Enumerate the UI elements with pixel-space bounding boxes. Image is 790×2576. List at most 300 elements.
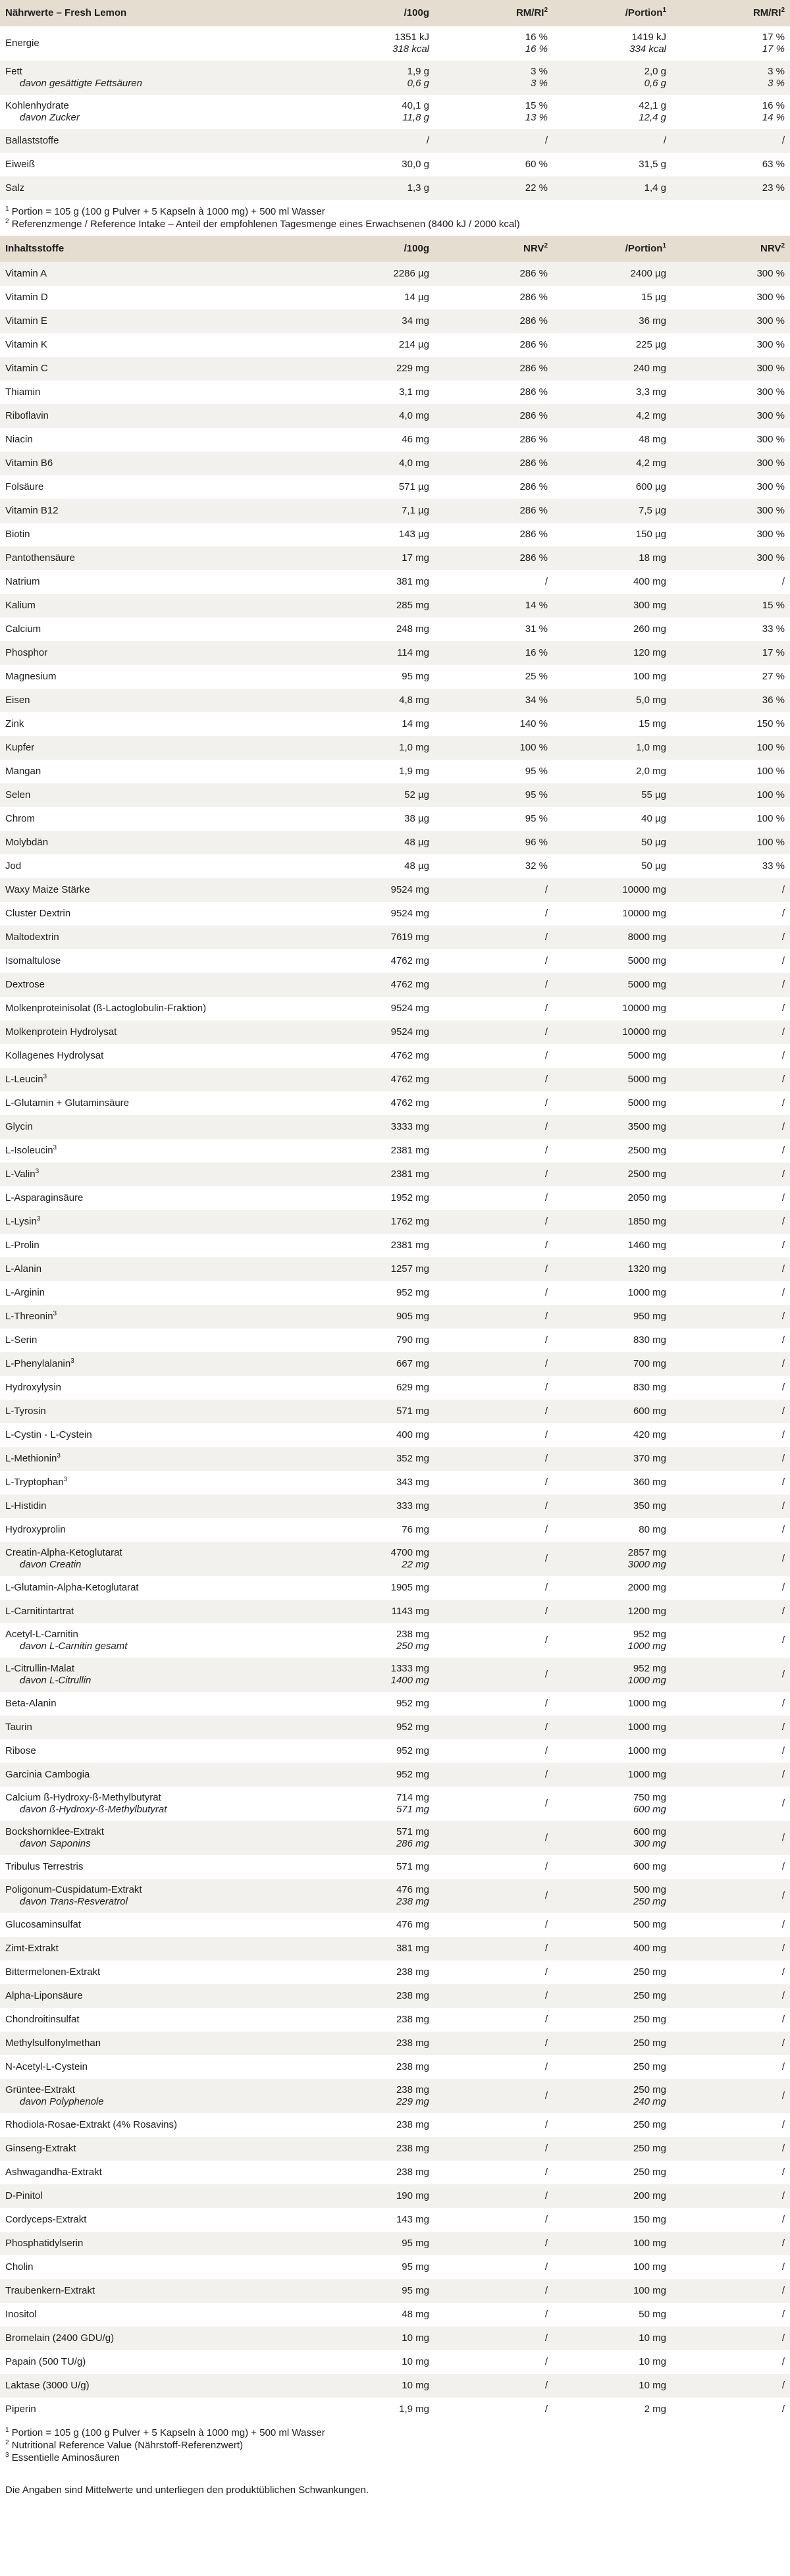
nrv-per-portion-main: /	[781, 932, 785, 943]
ingredient-label	[5, 695, 288, 706]
value-per100	[294, 2374, 434, 2398]
nrv-per-portion	[672, 1281, 790, 1305]
nrv-per-portion	[672, 760, 790, 783]
nrv-per-portion	[672, 1257, 790, 1281]
value-per100-main: 238 mg	[396, 2061, 429, 2072]
nutrient-name	[0, 26, 294, 61]
nrv-per-portion-main: /	[781, 1919, 785, 1930]
ingredient-name	[0, 333, 294, 357]
value-per100	[294, 1257, 434, 1281]
value-per100	[294, 1763, 434, 1787]
nrv-per100-main: /	[544, 1121, 548, 1132]
ingredient-row	[0, 689, 790, 712]
nrv-per100-main: /	[544, 1406, 548, 1417]
ingredient-label-text: L-Threonin	[5, 1311, 53, 1322]
nrv-per100	[434, 1623, 553, 1658]
value-per-portion	[553, 2137, 672, 2161]
value-per100-main: 476 mg	[396, 1884, 429, 1895]
nrv-per100	[434, 594, 553, 618]
value-per100	[294, 1044, 434, 1068]
ingredient-row	[0, 1960, 790, 1984]
nrv-per100	[434, 286, 553, 309]
nrv-per100	[434, 949, 553, 973]
value-per-portion-main: 420 mg	[633, 1429, 666, 1440]
ingredient-row	[0, 641, 790, 665]
nrv-per100-main: /	[544, 1524, 548, 1535]
value-per100	[294, 176, 434, 200]
ingredient-label	[5, 1382, 288, 1394]
ingredient-name	[0, 309, 294, 333]
footnote-marker: 1	[5, 205, 9, 213]
nrv-per-portion-main: 27 %	[762, 671, 785, 682]
nrv-per100-main: /	[544, 1635, 548, 1646]
ingredient-row	[0, 1139, 790, 1163]
nrv-per-portion-main: 300 %	[756, 505, 785, 516]
ingredient-label-text: Niacin	[5, 434, 33, 445]
value-per100-main: 4762 mg	[390, 1074, 429, 1085]
ingredient-label	[5, 1919, 288, 1931]
ingredient-sublabel: davon Saponins	[20, 1838, 91, 1849]
nrv-per100	[434, 1692, 553, 1716]
nrv-per-portion-main: /	[781, 1890, 785, 1901]
value-per-portion	[553, 665, 672, 689]
ingredient-row	[0, 1542, 790, 1576]
ingredient-label	[5, 1311, 288, 1323]
nrv-per100-main: /	[544, 908, 548, 919]
ingredient-label-text: L-Arginin	[5, 1287, 45, 1298]
ingredient-row	[0, 1376, 790, 1400]
value-per100-main: 7,1 µg	[401, 505, 429, 516]
value-per-portion-main: 1000 mg	[627, 1698, 666, 1709]
nrv-per-portion-main: 300 %	[756, 315, 785, 327]
nutrient-label: Fett	[5, 66, 22, 77]
nrv-per-portion	[672, 618, 790, 641]
nrv-per-portion	[672, 1186, 790, 1210]
nrv-per100-main: /	[544, 2190, 548, 2201]
footnote-text: Essentielle Aminosäuren	[11, 2452, 120, 2463]
value-per-portion-main: 250 mg	[633, 2084, 666, 2095]
nrv-per-portion-main: /	[781, 2332, 785, 2344]
ingredient-row	[0, 546, 790, 570]
value-per100	[294, 546, 434, 570]
value-per-portion	[553, 2398, 672, 2421]
value-per-portion	[553, 1984, 672, 2008]
nutrient-label: Energie	[5, 38, 40, 49]
value-per-portion-main: 250 mg	[633, 2143, 666, 2154]
nrv-per100-main: /	[544, 1263, 548, 1275]
value-per-portion-main: 80 mg	[639, 1524, 666, 1535]
nrv-per-portion	[672, 1692, 790, 1716]
value-per100-main: 1,9 g	[407, 66, 429, 77]
ingredients-table	[0, 236, 790, 2421]
nrv-per-portion	[672, 2255, 790, 2279]
value-per100-main: 714 mg	[396, 1792, 429, 1803]
nrv-per100-main: /	[544, 2119, 548, 2130]
value-per100	[294, 381, 434, 404]
value-per100-sub: 1400 mg	[390, 1675, 429, 1686]
nrv-per-portion-main: /	[781, 2285, 785, 2296]
nrv-per-portion	[672, 2008, 790, 2032]
value-per-portion-main: 1000 mg	[627, 1769, 666, 1780]
ingredient-row	[0, 262, 790, 286]
rm-percent-per-portion-sub: 3 %	[768, 78, 785, 89]
rm-percent-per-portion-main: 17 %	[762, 32, 785, 43]
ingredient-row	[0, 1855, 790, 1879]
value-per100-main: 4700 mg	[390, 1547, 429, 1558]
nrv-per100-main: /	[544, 955, 548, 966]
ingredient-label	[5, 1966, 288, 1978]
value-per-portion-main: 50 µg	[641, 860, 666, 872]
value-per-portion	[553, 2374, 672, 2398]
ingredient-row	[0, 404, 790, 428]
nrv-per-portion-main: 300 %	[756, 386, 785, 398]
nrv-per100	[434, 1937, 553, 1960]
ingredient-label	[5, 339, 288, 351]
ingredient-name	[0, 1352, 294, 1376]
value-per100	[294, 2208, 434, 2232]
nrv-per100-main: /	[544, 2037, 548, 2049]
ingredient-label-text: L-Methionin	[5, 1453, 57, 1464]
ingredient-label-text: Vitamin B6	[5, 458, 53, 469]
ingredient-row	[0, 878, 790, 902]
value-per100-main: 381 mg	[396, 576, 429, 587]
ingredient-label-text: Molkenprotein Hydrolysat	[5, 1026, 117, 1038]
value-per-portion	[553, 807, 672, 831]
nrv-per-portion	[672, 452, 790, 475]
ingredient-row	[0, 1305, 790, 1328]
value-per100	[294, 831, 434, 854]
value-per-portion	[553, 2208, 672, 2232]
value-per-portion	[553, 2055, 672, 2079]
value-per-portion-main: 250 mg	[633, 2167, 666, 2178]
ingredient-sublabel: davon Trans-Resveratrol	[20, 1896, 128, 1907]
nrv-per100-main: /	[544, 1669, 548, 1680]
ingredient-label	[5, 2356, 288, 2368]
nrv-per100-main: /	[544, 1698, 548, 1709]
ingredient-label	[5, 1121, 288, 1133]
value-per-portion-main: 500 mg	[633, 1919, 666, 1930]
ingredient-label	[5, 1792, 288, 1804]
value-per-portion-main: 400 mg	[633, 1943, 666, 1954]
footnote	[5, 218, 785, 230]
ingredient-name	[0, 1623, 294, 1658]
value-per100-main: 1,0 mg	[399, 742, 429, 753]
ingredient-label-text: Alpha-Liponsäure	[5, 1990, 83, 2001]
value-per-portion-main: 2857 mg	[627, 1547, 666, 1558]
nrv-per-portion	[672, 783, 790, 807]
value-per-portion	[553, 546, 672, 570]
value-per-portion-main: 10 mg	[639, 2380, 666, 2391]
nrv-per100-main: /	[544, 1382, 548, 1393]
nrv-per-portion	[672, 1739, 790, 1763]
nrv-per100	[434, 2279, 553, 2303]
nrv-per-portion	[672, 2161, 790, 2184]
ingredient-name	[0, 357, 294, 381]
nrv-per100-main: /	[544, 1477, 548, 1488]
ingredient-label	[5, 1500, 288, 1512]
value-per-portion-main: 370 mg	[633, 1453, 666, 1464]
value-per-portion-main: 48 mg	[639, 434, 666, 445]
ingredient-name	[0, 286, 294, 309]
value-per-portion-main: 40 µg	[641, 813, 666, 824]
header-per100: /100g	[294, 0, 434, 26]
nrv-per-portion	[672, 2279, 790, 2303]
ingredient-label	[5, 2332, 288, 2344]
ingredient-name	[0, 2398, 294, 2421]
value-per-portion-main: 10000 mg	[622, 908, 666, 919]
ingredient-label	[5, 1629, 288, 1641]
nrv-per-portion	[672, 2079, 790, 2113]
value-per100	[294, 1352, 434, 1376]
ingredient-row	[0, 2255, 790, 2279]
ingredient-row	[0, 1234, 790, 1257]
ingredient-label	[5, 458, 288, 469]
ingredient-footnote-marker: 3	[43, 1073, 47, 1080]
rm-percent-per-portion	[672, 153, 790, 176]
nrv-per100-main: 25 %	[525, 671, 548, 682]
value-per-portion-main: 100 mg	[633, 2285, 666, 2296]
nrv-per-portion-main: /	[781, 884, 785, 895]
ingredient-label	[5, 1861, 288, 1873]
value-per-portion-main: 952 mg	[633, 1629, 666, 1640]
nutrition-footnotes	[0, 200, 790, 236]
ingredient-row	[0, 1257, 790, 1281]
ingredient-label-text: Rhodiola-Rosae-Extrakt (4% Rosavins)	[5, 2119, 177, 2130]
nrv-per100-main: /	[544, 2061, 548, 2072]
nrv-per100	[434, 1879, 553, 1913]
value-per100-main: 790 mg	[396, 1334, 429, 1346]
nrv-per100-main: 100 %	[519, 742, 548, 753]
nrv-per100-main: /	[544, 884, 548, 895]
ingredient-label-text: Riboflavin	[5, 410, 49, 421]
ingredients-table-header	[0, 236, 790, 262]
ingredient-label	[5, 1429, 288, 1441]
nrv-per-portion	[672, 641, 790, 665]
nrv-per-portion-main: /	[781, 1074, 785, 1085]
nrv-per100-main: 286 %	[519, 315, 548, 327]
nrv-per-portion	[672, 878, 790, 902]
value-per100-main: 46 mg	[402, 434, 429, 445]
ingredient-name	[0, 736, 294, 760]
nrv-per-portion-main: /	[781, 1669, 785, 1680]
nrv-per-portion-main: /	[781, 2356, 785, 2367]
ingredient-label	[5, 2238, 288, 2249]
nrv-per-portion-main: /	[781, 1311, 785, 1322]
value-per100-main: 4762 mg	[390, 979, 429, 990]
ingredient-name	[0, 2137, 294, 2161]
ingredient-label	[5, 363, 288, 375]
nrv-per-portion	[672, 404, 790, 428]
value-per-portion-main: 1320 mg	[627, 1263, 666, 1275]
nrv-per100-main: /	[544, 576, 548, 587]
value-per-portion-sub: 12,4 g	[639, 112, 666, 123]
value-per100-main: 1351 kJ	[394, 32, 429, 43]
ingredient-row	[0, 783, 790, 807]
nrv-per100-main: 286 %	[519, 268, 548, 279]
nrv-per100-main: /	[544, 1097, 548, 1109]
value-per100-main: 571 mg	[396, 1826, 429, 1837]
value-per100	[294, 1716, 434, 1739]
value-per100-main: 34 mg	[402, 315, 429, 327]
ingredient-name	[0, 665, 294, 689]
value-per100-main: 952 mg	[396, 1287, 429, 1298]
ingredient-name	[0, 1257, 294, 1281]
nutrient-label: Salz	[5, 182, 25, 194]
nrv-per-portion-main: /	[781, 1169, 785, 1180]
nutrient-label: Eiweiß	[5, 159, 36, 170]
ingredient-name	[0, 475, 294, 499]
nrv-per100	[434, 333, 553, 357]
ingredient-label	[5, 268, 288, 280]
value-per100	[294, 712, 434, 736]
ingredient-label	[5, 884, 288, 896]
nrv-per-portion	[672, 1210, 790, 1234]
ingredient-row	[0, 594, 790, 618]
value-per100	[294, 2032, 434, 2055]
ingredient-name	[0, 997, 294, 1020]
value-per100	[294, 807, 434, 831]
nrv-per-portion	[672, 926, 790, 949]
value-per-portion	[553, 2113, 672, 2137]
value-per100-main: 285 mg	[396, 600, 429, 611]
value-per100-sub: 571 mg	[396, 1804, 429, 1815]
value-per-portion	[553, 262, 672, 286]
ingredient-name	[0, 2279, 294, 2303]
nrv-per-portion	[672, 357, 790, 381]
ingredient-name	[0, 1879, 294, 1913]
rm-percent-per-portion-main: 63 %	[762, 159, 785, 170]
ingredient-label	[5, 955, 288, 967]
ingredients-footnotes	[0, 2421, 790, 2469]
ingredient-name	[0, 1855, 294, 1879]
nrv-per100	[434, 618, 553, 641]
ingredient-label	[5, 979, 288, 991]
value-per100-main: 95 mg	[402, 2238, 429, 2249]
ingredient-row	[0, 1879, 790, 1913]
ingredient-label	[5, 529, 288, 540]
nrv-per-portion	[672, 2137, 790, 2161]
nrv-per100-main: /	[544, 2214, 548, 2225]
ingredient-row	[0, 926, 790, 949]
value-per100-main: 571 mg	[396, 1406, 429, 1417]
value-per100	[294, 357, 434, 381]
ingredient-label	[5, 1606, 288, 1617]
value-per-portion	[553, 309, 672, 333]
value-per-portion	[553, 2184, 672, 2208]
nrv-per-portion	[672, 1600, 790, 1623]
nrv-per100	[434, 1576, 553, 1600]
nrv-per100	[434, 2184, 553, 2208]
value-per-portion	[553, 1855, 672, 1879]
rm-percent-per100-main: 3 %	[531, 66, 548, 77]
value-per100	[294, 129, 434, 153]
nrv-per-portion-main: 300 %	[756, 458, 785, 469]
value-per100-main: 95 mg	[402, 2261, 429, 2273]
nrv-per100-main: /	[544, 2014, 548, 2025]
value-per100	[294, 1787, 434, 1821]
value-per-portion	[553, 1937, 672, 1960]
ingredient-name	[0, 1328, 294, 1352]
ingredient-label-text: Hydroxyprolin	[5, 1524, 66, 1535]
value-per100	[294, 1068, 434, 1091]
ingredient-name	[0, 783, 294, 807]
value-per100-main: 238 mg	[396, 2119, 429, 2130]
value-per-portion-main: 830 mg	[633, 1334, 666, 1346]
value-per100	[294, 997, 434, 1020]
value-per100-main: 1257 mg	[390, 1263, 429, 1275]
ingredient-name	[0, 1518, 294, 1542]
value-per-portion	[553, 95, 672, 129]
ingredient-label-text: Phosphatidylserin	[5, 2238, 84, 2249]
value-per100	[294, 641, 434, 665]
ingredient-name	[0, 1913, 294, 1937]
value-per-portion	[553, 428, 672, 452]
value-per-portion	[553, 594, 672, 618]
nrv-per-portion-main: /	[781, 2061, 785, 2072]
nrv-per100	[434, 570, 553, 594]
ingredient-label-text: Pantothensäure	[5, 552, 75, 564]
value-per-portion-sub: 3000 mg	[627, 1559, 666, 1570]
value-per100-main: 1,3 g	[407, 182, 429, 194]
ingredient-label-text: Zink	[5, 718, 24, 729]
value-per100-sub: 22 mg	[402, 1559, 429, 1570]
nrv-per-portion	[672, 2055, 790, 2079]
ingredient-label	[5, 1524, 288, 1536]
footnote-text: Nutritional Reference Value (Nährstoff-Referenzwert)	[11, 2440, 243, 2451]
nrv-per100-main: /	[544, 1769, 548, 1780]
nrv-per-portion-main: 100 %	[756, 742, 785, 753]
ingredient-label	[5, 1334, 288, 1346]
ingredient-row	[0, 831, 790, 854]
ingredient-label-text: Acetyl-L-Carnitin	[5, 1629, 78, 1640]
value-per-portion	[553, 1352, 672, 1376]
value-per-portion-main: 600 mg	[633, 1826, 666, 1837]
ingredient-footnote-marker: 3	[63, 1476, 68, 1483]
nrv-per-portion-main: /	[781, 1192, 785, 1203]
ingredient-name	[0, 1305, 294, 1328]
rm-percent-per-portion-main: 23 %	[762, 182, 785, 194]
value-per-portion	[553, 1068, 672, 1091]
value-per-portion-main: /	[663, 135, 666, 146]
footnote-marker: 2	[5, 2439, 9, 2446]
ingredient-label	[5, 410, 288, 422]
nrv-per-portion	[672, 2398, 790, 2421]
ingredient-row	[0, 1692, 790, 1716]
ingredient-label-text: Vitamin K	[5, 339, 47, 350]
ingredient-name	[0, 594, 294, 618]
value-per100	[294, 1739, 434, 1763]
footnote-text: Portion = 105 g (100 g Pulver + 5 Kapseln à 1000 mg) + 500 ml Wasser	[11, 206, 325, 217]
ingredient-label-text: Natrium	[5, 576, 40, 587]
nrv-per100-main: /	[544, 2167, 548, 2178]
value-per100	[294, 2137, 434, 2161]
value-per-portion-main: 50 mg	[639, 2309, 666, 2320]
ingredient-label-text: Molybdän	[5, 837, 49, 848]
nrv-per100	[434, 1471, 553, 1494]
value-per-portion-main: 600 mg	[633, 1861, 666, 1872]
ingredient-row	[0, 2137, 790, 2161]
ingredient-row	[0, 523, 790, 546]
value-per100-main: 2381 mg	[390, 1169, 429, 1180]
value-per100-main: 38 µg	[404, 813, 429, 824]
nrv-per100	[434, 1960, 553, 1984]
nrv-per-portion-main: /	[781, 1553, 785, 1564]
nrv-per100	[434, 736, 553, 760]
value-per100-main: 14 mg	[402, 718, 429, 729]
nrv-per-portion-main: /	[781, 1861, 785, 1872]
value-per-portion	[553, 1787, 672, 1821]
nrv-per-portion	[672, 1658, 790, 1692]
